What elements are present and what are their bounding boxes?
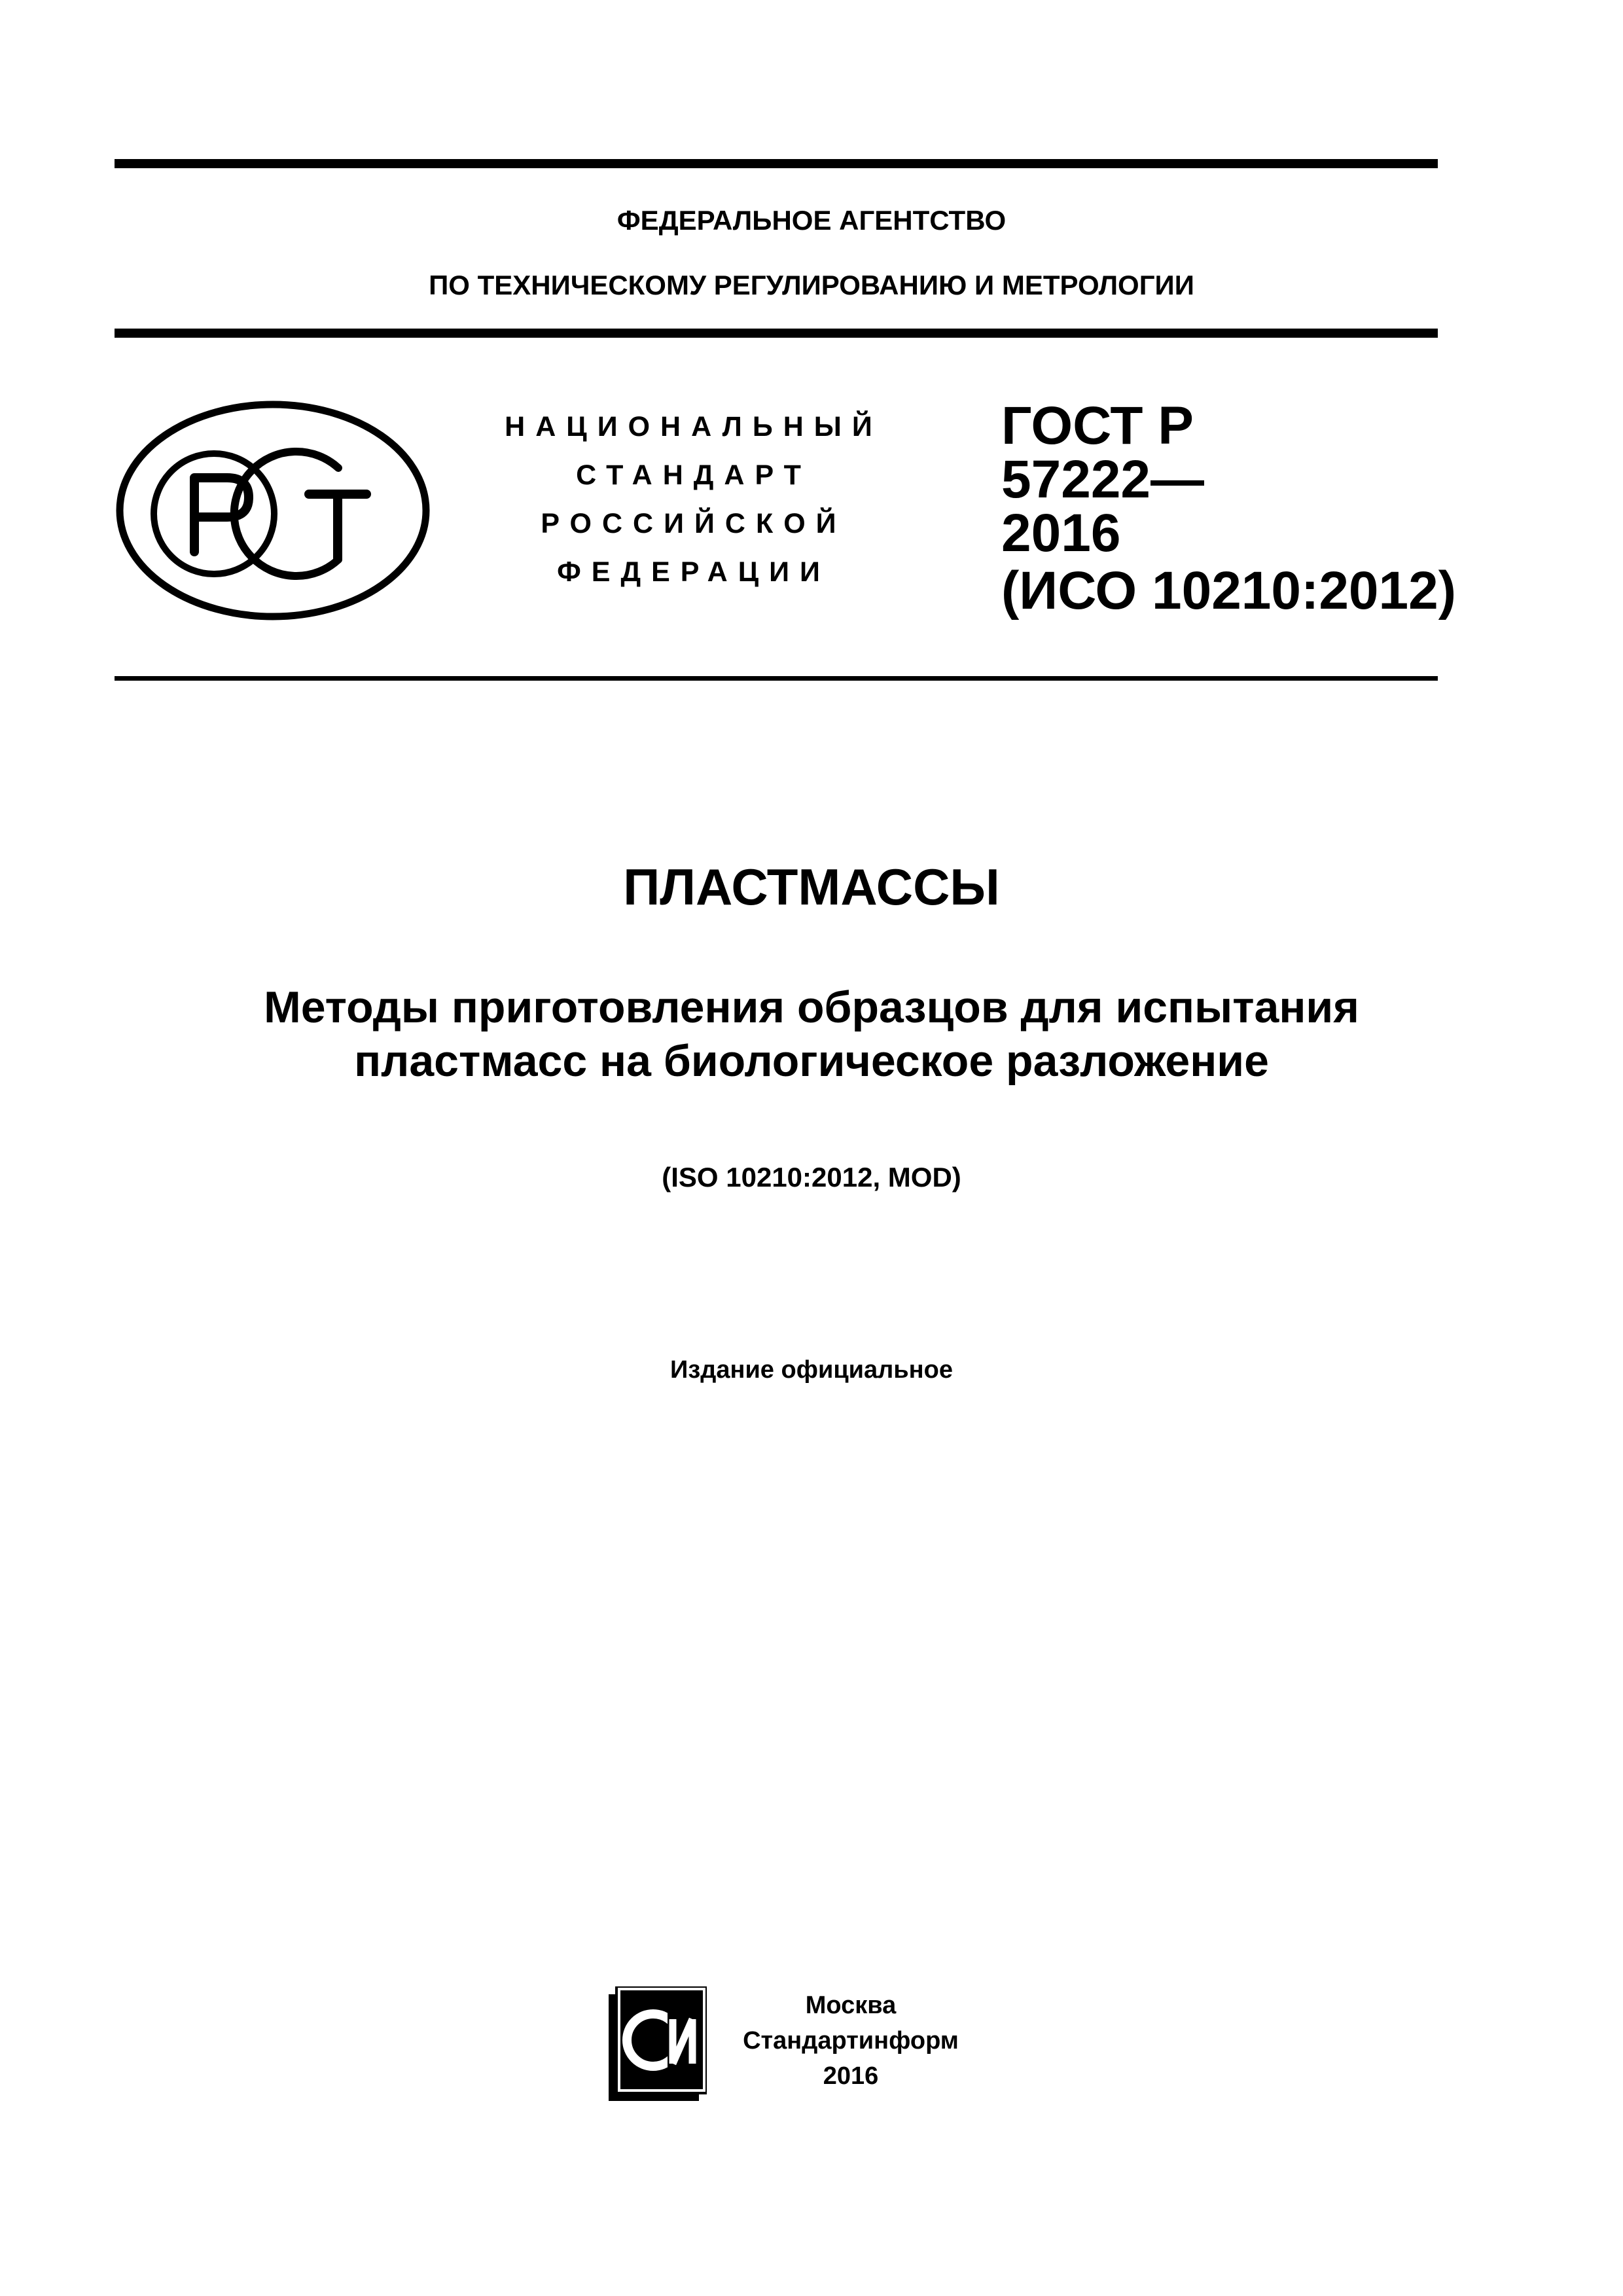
standard-type-line: ФЕДЕРАЦИИ	[557, 556, 830, 588]
gost-r-rst-logo-icon	[113, 396, 433, 625]
standard-designation-line: ГОСТ Р	[1001, 396, 1194, 456]
imprint-city: Москва	[805, 1992, 897, 2019]
agency-name-line-2: ПО ТЕХНИЧЕСКОМУ РЕГУЛИРОВАНИЮ И МЕТРОЛОГИИ	[429, 270, 1194, 300]
document-subtitle-line: Методы приготовления образцов для испытания	[264, 982, 1359, 1032]
top-rule	[115, 159, 1438, 168]
agency-name-line-1: ФЕДЕРАЛЬНОЕ АГЕНТСТВО	[616, 205, 1007, 236]
standard-type-line: НАЦИОНАЛЬНЫЙ	[505, 411, 883, 442]
imprint-publisher: Стандартинформ	[743, 2027, 959, 2054]
document-title: ПЛАСТМАССЫ	[623, 858, 1000, 916]
standard-designation-line: 2016	[1001, 503, 1121, 563]
standard-type-line: РОССИЙСКОЙ	[541, 508, 847, 539]
standartinform-logo-icon	[609, 1986, 707, 2108]
document-subtitle-line: пластмасс на биологическое разложение	[354, 1036, 1269, 1086]
imprint-year: 2016	[823, 2062, 879, 2090]
standard-type-line: СТАНДАРТ	[576, 459, 812, 491]
iso-reference: (ISO 10210:2012, MOD)	[662, 1162, 961, 1193]
edition-note: Издание официальное	[670, 1356, 953, 1384]
standard-designation-line: 57222—	[1001, 450, 1205, 509]
standard-designation-line: (ИСО 10210:2012)	[1001, 561, 1457, 620]
header-bottom-rule	[115, 329, 1438, 338]
designation-bottom-rule	[115, 676, 1438, 681]
